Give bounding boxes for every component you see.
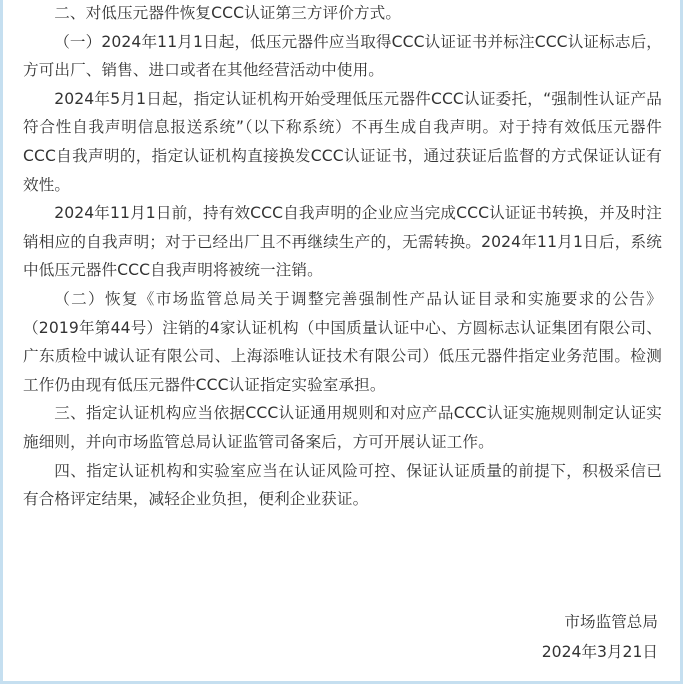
- paragraph-section-two-heading: 二、对低压元器件恢复CCC认证第三方评价方式。: [54, 4, 402, 22]
- paragraph-item-two: （二）恢复《市场监管总局关于调整完善强制性产品认证目录和实施要求的公告》（2019年第44号）注销的4家认证机构（中国质量认证中心、方圆标志认证集团有限公司、广东质检中诚认证有限公司、上海添唯认证技术有限公司）低压元器件指定业务范围。检测工作仍由现有低压元器件CCC认证指定实验室承担。: [23, 289, 662, 394]
- paragraph-may-first: 2024年5月1日起，指定认证机构开始受理低压元器件CCC认证委托，“强制性认证产品符合性自我声明信息报送系统”（以下称系统）不再生成自我声明。对于持有效低压元器件CCC自我声明的，指定认证机构直接换发CCC认证证书，通过获证后监督的方式保证认证有效性。: [23, 89, 662, 194]
- signature-date: 2024年3月21日: [541, 643, 658, 661]
- document-body: [23, 0, 662, 514]
- paragraph-november-first: 2024年11月1日前，持有效CCC自我声明的企业应当完成CCC认证证书转换，并及时注销相应的自我声明；对于已经出厂且不再继续生产的，无需转换。2024年11月1日后，系统中低压元器件CCC自我声明将被统一注销。: [23, 204, 662, 280]
- paragraph-item-one: （一）2024年11月1日起，低压元器件应当取得CCC认证证书并标注CCC认证标志后，方可出厂、销售、进口或者在其他经营活动中使用。: [23, 32, 662, 80]
- signature-organization: 市场监管总局: [564, 613, 658, 631]
- paragraph-section-three: 三、指定认证机构应当依据CCC认证通用规则和对应产品CCC认证实施规则制定认证实施细则，并向市场监管总局认证监管司备案后，方可开展认证工作。: [23, 404, 662, 451]
- paragraph-section-four: 四、指定认证机构和实验室应当在认证风险可控、保证认证质量的前提下，积极采信已有合格评定结果，减轻企业负担，便利企业获证。: [23, 461, 662, 509]
